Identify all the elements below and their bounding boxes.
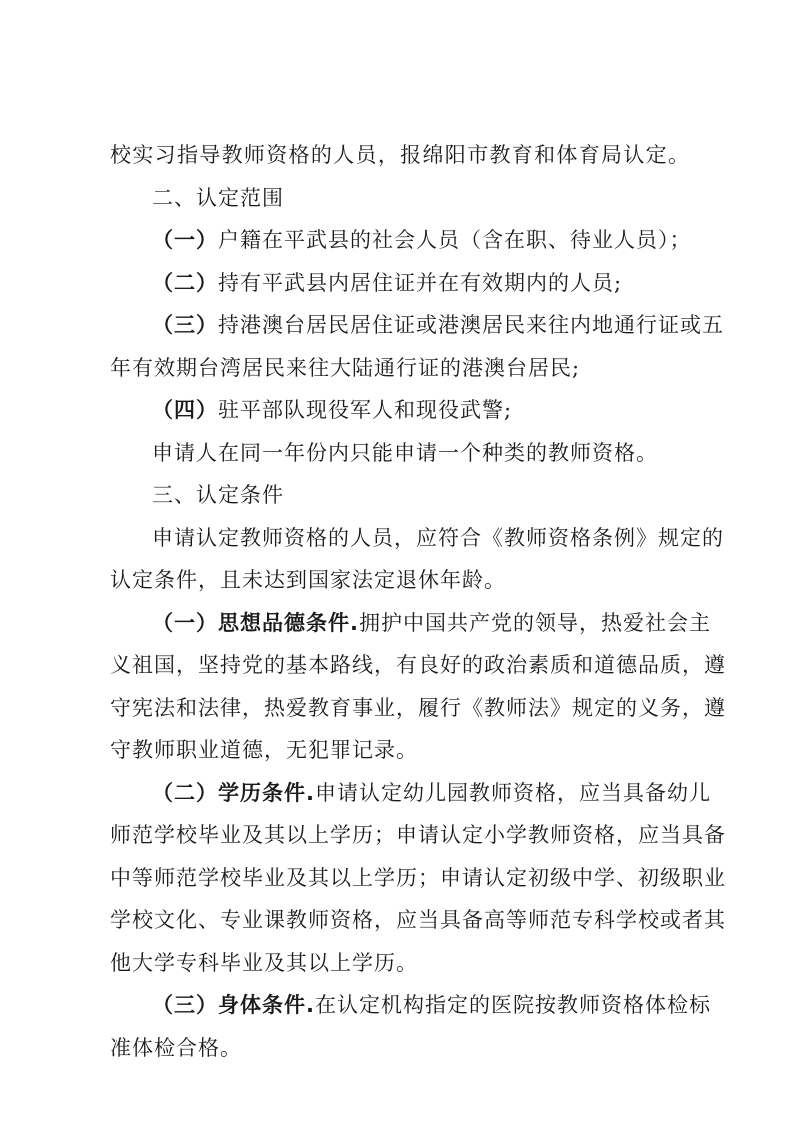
condition-label: （一）思想品德条件. [152,611,359,635]
paragraph-line: 申请认定教师资格的人员，应符合《教师资格条例》规定的 [152,526,724,550]
paragraph-line: 中等师范学校毕业及其以上学历；申请认定初级中学、初级职业 [110,866,726,890]
condition-text: 拥护中国共产党的领导，热爱社会主 [358,611,711,635]
item-label: （二） [152,271,218,295]
item-label: （三） [152,313,218,337]
paragraph-line: 校实习指导教师资格的人员，报绵阳市教育和体育局认定。 [110,143,690,167]
condition-education [152,779,711,807]
item-text: 驻平部队现役军人和现役武警; [218,398,513,422]
paragraph-line: 学校文化、专业课教师资格，应当具备高等师范专科学校或者其 [110,908,726,932]
paragraph-line: 准体检合格。 [110,1036,242,1060]
paragraph-line: 守教师职业道德，无犯罪记录。 [110,738,418,762]
paragraph-line: 年有效期台湾居民来往大陆通行证的港澳台居民; [110,356,581,380]
paragraph-line: 义祖国，坚持党的基本路线，有良好的政治素质和道德品质，遵 [110,653,726,677]
item-text: 户籍在平武县的社会人员（含在职、待业人员）； [218,228,692,252]
scope-item-2 [152,269,690,297]
condition-health [152,991,711,1019]
scope-item-3 [152,311,724,339]
section-heading-scope: 二、认定范围 [152,186,284,210]
scope-item-4 [152,396,690,424]
scope-item-1 [152,226,690,254]
condition-text: 在认定机构指定的医院按教师资格体检标 [314,993,711,1017]
paragraph-line: 申请人在同一年份内只能申请一个种类的教师资格。 [152,441,658,465]
condition-label: （二）学历条件. [152,781,315,805]
condition-ideology [152,609,711,637]
paragraph-line: 守宪法和法律，热爱教育事业，履行《教师法》规定的义务，遵 [110,696,726,720]
condition-text: 申请认定幼儿园教师资格，应当具备幼儿 [314,781,711,805]
item-label: （一） [152,228,218,252]
paragraph-line: 他大学专科毕业及其以上学历。 [110,951,418,975]
item-text: 持港澳台居民居住证或港澳居民来往内地通行证或五 [218,313,724,337]
paragraph-line: 认定条件，且未达到国家法定退休年龄。 [110,568,506,592]
item-text: 持有平武县内居住证并在有效期内的人员; [218,271,623,295]
item-label: （四） [152,398,218,422]
section-heading-conditions: 三、认定条件 [152,483,284,507]
paragraph-line: 师范学校毕业及其以上学历；申请认定小学教师资格，应当具备 [110,823,726,847]
condition-label: （三）身体条件. [152,993,315,1017]
